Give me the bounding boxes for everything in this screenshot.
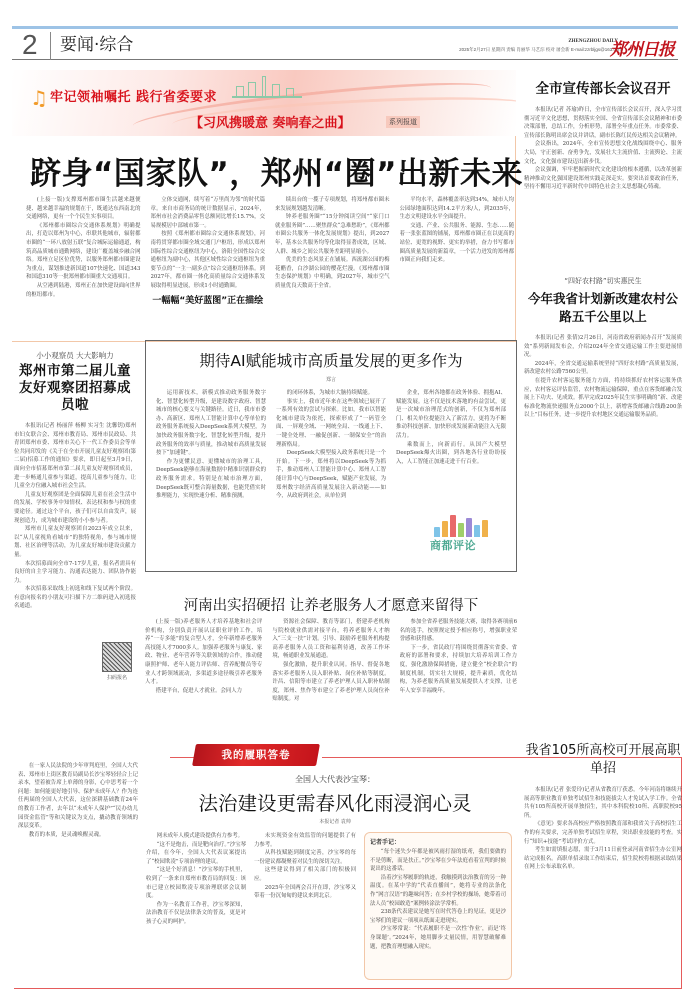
paragraph: 会议强调，牢牢把握新时代文化建设的根本遵循，以改革创新精神推动文化强国建设郑州实践走深走实。要突出首要政治任务，坚持不懈用习近平新时代中国特色社会主义思想凝心铸魂。 (524, 167, 682, 191)
paragraph: 考生如需填报志愿，需于3月11日前登录河南省招生办公室网站完成报名。高职单招录取工作结束后，招生院校将根据录取结果在网上公布录取名单。 (524, 847, 682, 871)
commentary-byline: 郑言 (325, 377, 336, 383)
header-divider (50, 32, 51, 60)
paragraph: 《意见》要求各高校应严格按照教育部和我省关于高校招生工作的有关要求，完善单独考试招生章程，突出职业技能的考查。实行“知识+技能”考试评价方式。 (524, 821, 682, 845)
deputy-byline: 本报记者 袁帅 (319, 819, 351, 825)
paragraph: 《郑州都市圈综合交通体系规划》明确提出，打造以郑州为中心，串联其他城市，辐射都市圈的“一环八放射五联”复合城际运输通道，构筑高品质城市通勤网络，建设广覆盖城乡融合网络。郑州立足区位优势，以服务郑州都市圈建设为重点，谋划推进新国道107快速化、国道343和国道310等一批郑州都市圈重大交通项目。 (26, 222, 141, 281)
deputy-kicker: 全国人大代表沙宝琴： (295, 775, 375, 784)
deputy-headline[interactable]: 法治建设更需春风化雨浸润心灵 (198, 792, 472, 815)
paragraph: 本次招募采取线上初选和线下复试两个阶段。有意向报名的小朋友可扫描下方二维码进入初选报名通道。 (14, 586, 136, 610)
paragraph: 本报讯(记者 张倩)2月26日，河南省政府新闻办召开“发展质效”系列新闻发布会，介绍2024年全省交通运输工作主要进展情况。 (524, 335, 682, 359)
paragraph: 会议指出，2024年，全市宣传思想文化战线围绕中心、服务大局，守正创新、奋勇争先，发展壮大主流价值、主流舆论、主流文化，文化强市建设迈出新步伐。 (524, 141, 682, 165)
commentary-headline[interactable]: 期待AI赋能城市高质量发展的更多作为 (199, 352, 463, 370)
paragraph: 儿童友好观察团是全面保障儿童在社会生活中的发展、学校事务中知情权、表达权和参与权的重要途径。通过这个平台，孩子们可以自由发声，展现创造力，成为城市建设的小小参与者。 (14, 491, 136, 524)
feature-subhead: 一幅幅“美好蓝图”正在描绘 (152, 295, 264, 306)
paragraph: 教育的本质，是灵魂唤醒灵魂。 (28, 831, 105, 838)
feature-column (275, 196, 390, 336)
paragraph: 从空港到陆港，郑州正在加快建设面向世界的枢纽都市。 (26, 282, 141, 298)
reporter-notes-box (364, 832, 512, 980)
commentary-box (145, 340, 517, 572)
paragraph: 郑州市儿童友好观察团自2023年成立以来，以“从儿童视角看城市”的独特视角，参与城市规划、社区治理等活动，为儿童友好城市建设贡献力量。 (14, 526, 136, 558)
paragraph: 沿着沙宝琴履职的轨迹，我触摸到法治教育的另一种温度。在某中学的“代表直播间”，她将专业的法条化作“网言汉语”的趣味问答；在乡村学校的操场，她带着司法人员“校园敢造”案例转涂法学常析。 (370, 874, 506, 907)
paragraph: 作为更懂民意、更懂城市的治理工具，DeepSeek能够在海量数据中精准识别群众的政务服务需求。特别是在城市治理方面，DeepSeek既可整合海量数据，也能凭借实时推理能力，实现快速分析、精准预测。 (156, 458, 266, 500)
paragraph: 企业，郑州各地都在政务体验、拥抱AI、赋能发展。这不仅是技术落地的有益尝试，更是一次城市治理范式的创新，不仅为郑州部门、相关单位提能注入了新活力，更将为不断推动科技创新、加快形成发展新动能注入无限活力。 (396, 390, 506, 439)
paragraph: 2025年全国两会召开在即，沙宝琴又带着一份沉甸甸的建议来到北京。 (254, 884, 356, 900)
elderly-care-body (145, 618, 517, 722)
feature-body (26, 196, 514, 336)
paragraph: 事实上，我市近年来在这些领域已展开了一系列有效的尝试与探索。比如，我市以智能化城市建设为依托，探索形成了“一码管全面、一屏观全域、一网统全局、一线通上下、一键全处理、一融促创新、一制保安全”的治理新格局。 (276, 398, 386, 448)
paragraph: 2024年，全省交通运输系统坚持“四好农村路”高质量发展，新改建农村公路7560公里。 (524, 360, 682, 376)
paragraph: 优美的生态风景正在铺展。西流湖公园的梅花醋香，白沙湖公园的樱花烂漫。《郑州都市圈生态保护规划》中明确，到2027年，城市空气质量优良天数高于全省。 (275, 257, 390, 289)
paragraph: 下一步，省民政厅将围绕贯彻落实省委、省政府的部署和要求，持续加大培养培训工作力度，强化激励保障措施，建立健全“校企联合”的制度机制，切实壮大规模，提升素质，优化结构，为养老服务高质量发展提供人才支撑，让老年人安享幸福晚年。 (399, 644, 517, 694)
section-title: 要闻·综合 (60, 35, 134, 55)
banner-slogan: 牢记领袖嘱托 践行省委要求 (50, 90, 218, 105)
feature-article (12, 70, 523, 342)
commentary-column (396, 389, 506, 501)
feature-column (151, 196, 266, 336)
deputy-left-column (18, 762, 138, 987)
feature-column (26, 196, 141, 336)
feature-headline[interactable]: 跻身“国家队”，郑州“圈”出新未来 (30, 156, 523, 192)
vocational-body (524, 786, 682, 978)
header-rule (12, 26, 678, 29)
paragraph: 乘数而上，向新而行。从国产大模型DeepSeek爆火出圈，到各地各行业纷纷接入，人工智能正加速走进千行百业。 (396, 441, 506, 465)
feature-column (400, 196, 515, 336)
commentary-column (156, 389, 266, 559)
elderly-column (400, 618, 517, 722)
ribbon-title: 我的履职答卷 (221, 749, 291, 761)
paragraph: 作为一名教育工作者，沙宝琴深知，法治教育不仅是法律条文的普及，更是对孩子心灵的呵护。 (146, 901, 246, 925)
qr-caption: 扫码报名 (106, 675, 127, 681)
paragraph: 按照《郑州都市圈综合交通体系规划》，河南将贯穿都市圈全域交通门户枢纽，形成以郑州国际性综合交通枢纽为中心，洛阳全国性综合交通枢纽为副中心，其他区域性综合交通枢纽为重要节点的“一主一副多点”综合交通枢纽体系。到2027年，都市圈一体化高质量综合交通体系发展取得明显进展，形成1小时通勤圈。 (150, 231, 265, 289)
paragraph: 续出台的一揽子专项规划，将郑州都市圈未来发展规划越发清晰。 (275, 197, 390, 212)
paragraph: 搭建平台，促进人才就业。会同人力 (155, 687, 243, 694)
paragraph: 钟养老服务圈”“15分钟阅读空间”“家门口就业服务圈”……聚焦群众“急难愁盼”，《郑州都市圈公共服务一体化发展规划》提出，到2027年，基本公共服务均等化取得显著成效，区域、人群、城乡之间公共服务差距明显缩小。 (275, 214, 390, 255)
kids-headline[interactable]: 郑州市第二届儿童友好观察团招募成员啦 (19, 363, 131, 413)
paragraph: 238条代表建议是她写在时代答卷上的见证，更是沙宝琴们的建议一项项从纸面走进现实。 (370, 909, 506, 924)
paragraph: 本次招募面向全市7-17岁儿童，报名者需具有良好的自主学习能力、沟通表达能力、团队协作能力。 (14, 560, 136, 584)
qr-code[interactable] (102, 642, 132, 672)
paragraph: DeepSeek大模型接入政务系统只是一个开始。下一步，郑州将以DeepSeek等为抓手，推动郑州人工智能计算中心、郑州人工智能计算中心与DeepSeek，赋能产业发展，为郑州数字经济高质量发展注入新动能——如今，从政府到社会，从单位到 (276, 450, 386, 500)
vocational-college-article (524, 742, 682, 978)
paragraph: 运用新技术，新模式推动政务服务数字化、智慧化转型升级，是建设数字政府、智慧城市的核心要义与关键路径。近日，我市市委办、高新区、郑州人工智能计算中心等单位的政务服务系统接入DeepSeek系列大模型，为加快政务服务数字化、智慧化转型升级，提升政务服务的效率与质量，推动城市高质量发展按下“加速键”。 (156, 390, 266, 457)
paragraph: 平均水平，森林覆盖率达到34%，城市人均公园绿地面积达到14.2平方米/人，到2035年，生态文明建设水平全面提升。 (399, 197, 514, 221)
paragraph: 未实现资金有效监管的问题提供了有力参考。 (254, 833, 356, 848)
series-banner (12, 70, 516, 136)
paragraph: 网未成年人模式建设提供有力参考。 (156, 833, 244, 839)
paragraph: 立体交通网，续写着“万里尚为邻”的时代篇章。来自市商务局的统计数据显示，2024年，郑州市社会消费品零售总额同比增长15.7%，交易规模居中部城市第一。 (150, 197, 265, 229)
elderly-column (145, 618, 262, 722)
series-tag: 系列报道 (386, 116, 420, 128)
paragraph: 本报讯(记者 杨丽萍 杨柳 实习生 沈馨钥)郑州市妇女联合会、郑州市教育局、郑州市民政局、共青团郑州市委、郑州市关心下一代工作委员会等单位共同印发的《关于在全市开展儿童友好观察团(第二届)招募工作的通知》要求，即日起至3月9日，面向全市招募郑州市第二届儿童友好观察团成员，进一步畅通儿童参与渠道，提高儿童参与能力，让儿童全方位融入城市社会生活。 (14, 423, 136, 490)
commerce-commentary-logo (428, 511, 502, 555)
deputy-column (254, 832, 356, 984)
notes-body (370, 848, 506, 976)
notes-title: 记者手记： (370, 839, 401, 846)
paragraph: (上接一版)养老服务人才培养基地和社会评价机构，分别负责开展认证职业评价工作，培养“一专多能”的复合型人才，全年新增养老服务高技能人才7000多人。加强养老服务与康复、家政、物业、老年营养等关联领域的合作，推动健康照护师、老年人能力评估师、营养配餐员等专业人才跨领域流动，多渠道多途径吸引养老服务人才。 (145, 619, 263, 686)
series-title: 【习风携暖意 奏响春之曲】 (190, 116, 351, 131)
paragraph: 本报讯(记者 苏瑜)昨日，全市宣传部长会议召开，深入学习贯彻习近平文化思想，贯彻落实全国、全省宣传部长会议精神和市委决策部署，总结工作，分析形势，部署全年重点任务。市委常委、宣传部长陈明出席会议并讲话，副市长陈红民传达相关会议精神。 (524, 107, 682, 139)
issue-meta: 2025年2月27日 星期四 责编 肖丽华 马艺淙 校对 屠会新 E-mail:zzrbljgs@163.com (459, 47, 622, 52)
page-number: 2 (22, 29, 38, 60)
paragraph: 从科技赋能到制度完善，沙宝琴的每一份建议都凝聚着对民生的深切关注。 (254, 850, 356, 865)
elderly-care-headline[interactable]: 河南出实招硬招 让养老服务人才愿意来留得下 (183, 598, 479, 614)
paragraph: 沙宝琴常说：“代表履职不是一次性‘作业’，而是‘终身课题’。”2024年，她用脚步丈量民情，用智慧破解难题，把教育理想融入现实。 (370, 926, 506, 950)
page-header (12, 30, 678, 60)
propaganda-meeting-headline[interactable]: 全市宣传部长会议召开 (535, 81, 671, 97)
paragraph: (上接一版)支撑郑州都市圈生活越来越便捷、越来越幸福的规划在于，既通达东西南北的交通网络，更有一个个民生实事项目。 (26, 197, 141, 221)
paragraph: 资源社会保障、教育等部门，搭建养老机构与院校就业供需对接平台，将养老服务人才纳入“三支一扶”计划。引导、鼓励养老服务机构提高养老服务人员工资和福利待遇，改善工作环境，畅通职业发展通道。 (272, 619, 390, 660)
paragraph: “每个迷失少年都是被风雨打湿的纸鸢，我们要做的不是剪断，而是扶正。”沙宝琴在少年法庭看着宣判的时候说出的这番话。 (370, 849, 506, 873)
paragraph: 的闭环体系，为城市大脑持续赋能。 (286, 390, 374, 396)
kids-kicker: 小小观察员 大大影响力 (36, 351, 114, 360)
paragraph: “这是个好消息！”沙宝琴的手机里，收到了一条来自郑州市教育局的回复：该市已建立校园欺凌专项治理联席会议制度。 (146, 867, 246, 900)
paper-logo: 郑州日报 (610, 40, 674, 60)
music-note-icon: ♫ (30, 86, 48, 110)
kids-observer-article (14, 350, 136, 720)
paragraph: 在提升农村客运服务能力方面，将持续抓好农村客运服务供应，农村客运评估监管，农村物流运输保障，重点在客货邮融合发展上下功夫、见成效。抓早完成2025年民生实事明确的“新、改建标准化物流快递服务点2000个以上，新增客货邮融合线路200条以上”目标任务，进一步提升农村地区交通运输服务品质。 (524, 377, 682, 419)
propaganda-meeting-body (524, 106, 682, 260)
deputy-column (146, 832, 246, 984)
paragraph: 在一家人民法院的少年审判庭里，全国人大代表、郑州市上街区教育局副局长沙宝琴轻轻合上记录本，望着被告席上单薄的身影，心中思考着一个问题：如何能更好地引导、保护未成年人？作为连任两届的全国人大代表，这位深耕基础教育24年的教育工作者，去年以“未成年人保护”“民办幼儿园资金监管”等和关键议为支点，撬动教育领域的深层变革。 (18, 763, 138, 830)
paragraph: 本报讯(记者 张爱玲)记者从省教育厅获悉，今年河南将继续开展高等职业教育单独考试招生和技能拔尖人才免试入学工作。全省共有105所高校开展单独招生，其中本科院校10所、高职院校95所。 (524, 787, 682, 819)
rural-road-kicker: “四好农村路”切实惠民生 (564, 277, 642, 285)
vocational-headline[interactable]: 我省105所高校可开展高职单招 (525, 743, 681, 776)
paragraph: 参加全省养老服务技能大赛，取得各赛项前6名的选手，按照规定授予相应称号，增强职业荣誉感和获得感。 (399, 619, 517, 643)
rural-road-headline[interactable]: 今年我省计划新改建农村公路五千公里以上 (527, 291, 678, 324)
elderly-column (272, 618, 389, 722)
paragraph: 这些建议得到了相关部门的积极回应。 (254, 867, 356, 882)
commerce-commentary-text: 商都评论 (430, 539, 476, 552)
paragraph: “这不是炮击，而是靶向治疗。”沙宝琴介绍，在今年，全国人大代表议案提出了“校园欺凌”专项治理的建议。 (146, 841, 246, 865)
right-column (524, 70, 682, 674)
paragraph: 交通、产业、公共服务、能源、生态……随着一张张蓝图的铺展，郑州都市圈正在以更高的站位、更宽的视野、更实的举措，奋力书写都市圈高质量发展的新篇章，一个活力迸发的郑州都市圈正向我们走来。 (399, 222, 514, 264)
rural-road-body (524, 334, 682, 674)
paragraph: 强化激励，提升职业认同。指导、督促各地落实养老服务人员入职补贴、岗位补贴等制度。许昌、信阳等市建立了养老护理人员入职补贴制度，郑州、焦作等市建立了养老护理人员岗位补贴制度。对 (272, 661, 390, 703)
city-skyline-icon (232, 76, 302, 98)
paper-name-en: ZHENGZHOU DAILY (568, 39, 618, 44)
commentary-column (276, 389, 386, 559)
